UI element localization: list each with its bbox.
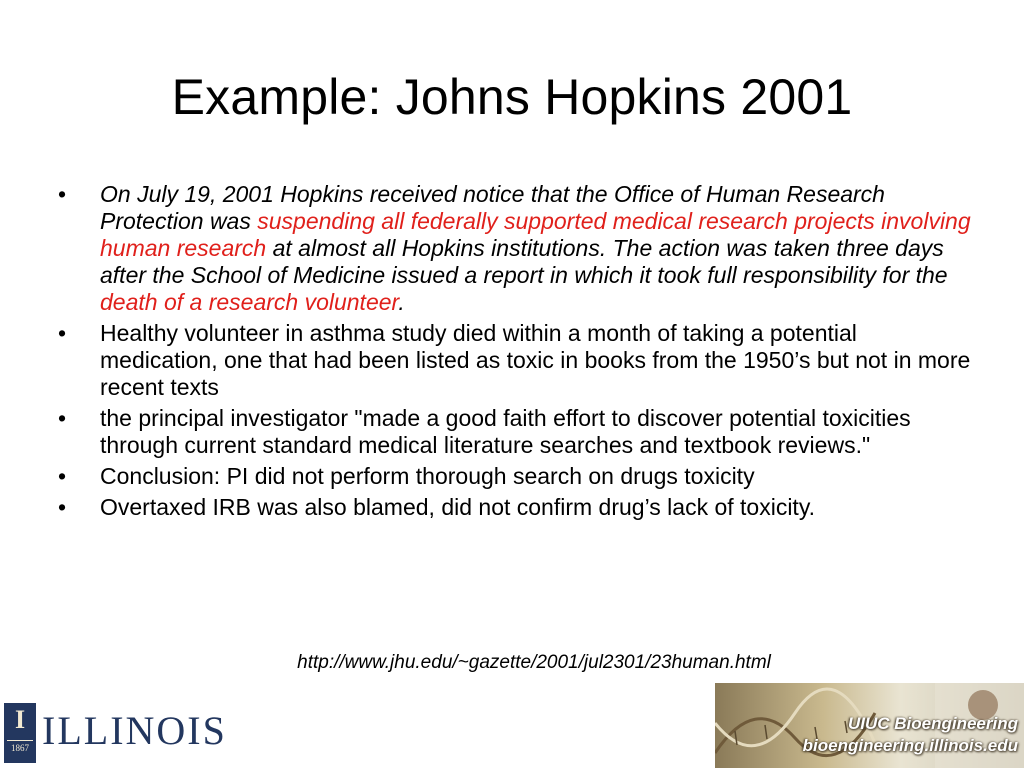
bioengineering-banner bbox=[715, 683, 1024, 768]
bullet-item bbox=[58, 463, 978, 490]
bullet-3-text: the principal investigator "made a good faith effort to discover potential toxicities through current standard medical literature searches and textbook reviews." bbox=[100, 405, 911, 458]
banner-line-1: UIUC Bioengineering bbox=[847, 714, 1018, 733]
illinois-wordmark: ILLINOIS bbox=[42, 708, 227, 753]
bullet-item bbox=[58, 320, 978, 401]
bullet-dot: • bbox=[58, 463, 67, 489]
seal-year: 1867 bbox=[7, 740, 33, 753]
bullet-item bbox=[58, 405, 978, 459]
banner-line-2: bioengineering.illinois.edu bbox=[802, 736, 1018, 755]
banner-caption bbox=[803, 713, 1018, 757]
illinois-seal-icon bbox=[4, 703, 36, 763]
bullet-1-part-5: . bbox=[398, 289, 405, 315]
bullet-1-highlight-1: suspending all federally supported medical research projects involving human research bbox=[100, 208, 971, 261]
bullet-1-part-3: at almost all Hopkins institutions. The action was taken three days after the School of Medicine issued a report in which it took full responsibility for the bbox=[100, 235, 948, 288]
bullet-list bbox=[58, 181, 978, 525]
bullet-dot: • bbox=[58, 181, 67, 207]
bullet-item bbox=[58, 181, 978, 316]
bullet-dot: • bbox=[58, 494, 67, 520]
illinois-logo bbox=[0, 699, 260, 768]
bullet-1-text bbox=[100, 181, 971, 315]
bullet-2-text: Healthy volunteer in asthma study died within a month of taking a potential medication, one that had been listed as toxic in books from the 1950’s but not in more recent texts bbox=[100, 320, 971, 400]
bullet-dot: • bbox=[58, 320, 67, 346]
slide-title: Example: Johns Hopkins 2001 bbox=[171, 69, 853, 125]
bullet-item bbox=[58, 494, 978, 521]
bullet-dot: • bbox=[58, 405, 67, 431]
bullet-4-text: Conclusion: PI did not perform thorough search on drugs toxicity bbox=[100, 463, 755, 489]
bullet-1-highlight-2: death of a research volunteer bbox=[100, 289, 399, 315]
seal-letter: I bbox=[14, 705, 26, 734]
source-url: http://www.jhu.edu/~gazette/2001/jul2301/23human.html bbox=[297, 652, 771, 673]
bullet-1-part-1: On July 19, 2001 Hopkins received notice that the Office of Human Research Protection was bbox=[100, 181, 885, 234]
bullet-5-text: Overtaxed IRB was also blamed, did not confirm drug’s lack of toxicity. bbox=[100, 494, 816, 520]
